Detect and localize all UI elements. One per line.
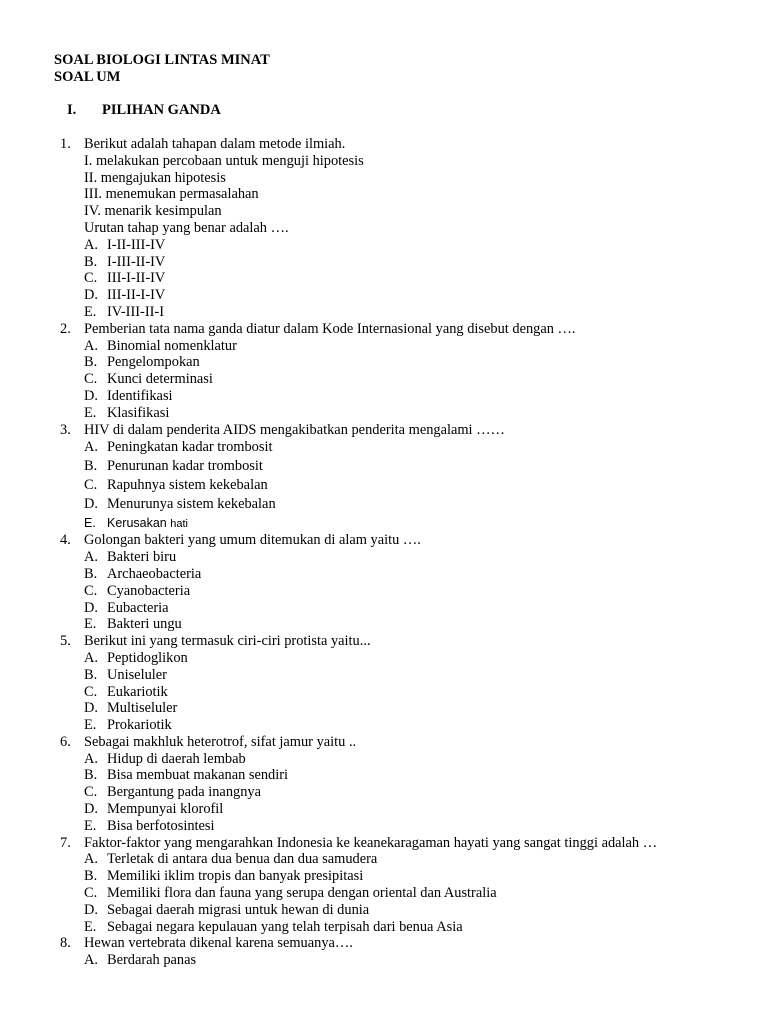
option-text: Peningkatan kadar trombosit <box>107 439 273 456</box>
option-text: Eukariotik <box>107 683 168 700</box>
option-text: Bakteri ungu <box>107 616 182 633</box>
option-text: Klasifikasi <box>107 404 170 421</box>
question-item <box>0 935 768 969</box>
option-text: Penurunan kadar trombosit <box>107 458 263 475</box>
answer-option <box>0 700 768 717</box>
option-text: Sebagai negara kepulauan yang telah terpisah dari benua Asia <box>107 918 463 935</box>
answer-option <box>0 583 768 600</box>
answer-option <box>0 237 768 254</box>
option-text: Cyanobacteria <box>107 582 191 599</box>
option-letter: A. <box>84 750 98 767</box>
question-statement: IV. menarik kesimpulan <box>84 203 222 220</box>
section-heading <box>67 102 221 119</box>
option-text: III-II-I-IV <box>107 287 166 304</box>
question-text: Faktor-faktor yang mengarahkan Indonesia ke keanekaragaman hayati yang sangat tinggi adalah … <box>84 834 658 851</box>
answer-option <box>0 566 768 583</box>
option-letter: C. <box>84 582 98 599</box>
option-letter: A. <box>84 549 98 566</box>
question-item <box>0 532 768 633</box>
option-text: Menurunya sistem kekebalan <box>107 495 276 512</box>
question-number: 8. <box>60 935 71 952</box>
answer-option <box>0 388 768 405</box>
section-title: PILIHAN GANDA <box>102 102 221 118</box>
question-number: 3. <box>60 421 71 438</box>
option-text: I-III-II-IV <box>107 253 166 270</box>
answer-option <box>0 684 768 701</box>
answer-option <box>0 270 768 287</box>
answer-option <box>0 616 768 633</box>
question-text: HIV di dalam penderita AIDS mengakibatkan penderita mengalami …… <box>84 421 505 438</box>
question-statement: I. melakukan percobaan untuk menguji hipotesis <box>84 152 364 169</box>
answer-option <box>0 438 768 457</box>
option-letter: D. <box>84 801 98 818</box>
option-text: Sebagai daerah migrasi untuk hewan di dunia <box>107 901 370 918</box>
option-text: Binomial nomenklatur <box>107 337 237 354</box>
option-letter: B. <box>84 354 98 371</box>
question-number: 5. <box>60 633 71 650</box>
option-text: IV-III-II-I <box>107 303 164 320</box>
question-item <box>0 321 768 422</box>
option-letter: C. <box>84 270 98 287</box>
question-stem <box>0 422 768 439</box>
option-text: Hidup di daerah lembab <box>107 750 246 767</box>
question-stem <box>0 734 768 751</box>
question-statement: II. mengajukan hipotesis <box>84 169 226 186</box>
answer-option <box>0 801 768 818</box>
option-letter: E. <box>84 404 97 421</box>
question-number: 4. <box>60 532 71 549</box>
answer-option <box>0 919 768 936</box>
answer-option <box>0 902 768 919</box>
answer-option <box>0 457 768 476</box>
answer-option <box>0 952 768 969</box>
question-stem <box>0 633 768 650</box>
question-text: Golongan bakteri yang umum ditemukan di alam yaitu …. <box>84 532 421 549</box>
option-letter: A. <box>84 649 98 666</box>
option-letter: E. <box>84 515 96 530</box>
question-item <box>0 734 768 835</box>
option-letter: A. <box>84 439 98 456</box>
question-stem <box>0 935 768 952</box>
option-letter: A. <box>84 337 98 354</box>
option-letter: B. <box>84 458 98 475</box>
question-text: Berikut adalah tahapan dalam metode ilmiah. <box>84 136 346 152</box>
option-text: Uniseluler <box>107 666 167 683</box>
option-letter: E. <box>84 303 97 320</box>
option-text: Mempunyai klorofil <box>107 801 224 818</box>
answer-option <box>0 784 768 801</box>
document-subtitle: SOAL UM <box>54 69 121 85</box>
answer-option <box>0 254 768 271</box>
option-letter: C. <box>84 476 98 493</box>
question-text: Sebagai makhluk heterotrof, sifat jamur yaitu .. <box>84 733 357 750</box>
option-letter: C. <box>84 371 98 388</box>
option-text: III-I-II-IV <box>107 270 166 287</box>
section-number: I. <box>67 102 77 118</box>
option-text: Berdarah panas <box>107 952 197 969</box>
question-number: 1. <box>60 136 71 152</box>
option-text: Kerusakan <box>107 515 167 530</box>
option-letter: C. <box>84 784 98 801</box>
option-letter: E. <box>84 817 97 834</box>
option-letter: E. <box>84 616 97 633</box>
question-statement: III. menemukan permasalahan <box>84 186 259 203</box>
document-title: SOAL BIOLOGI LINTAS MINAT <box>54 52 270 68</box>
answer-option <box>0 304 768 321</box>
question-text: Hewan vertebrata dikenal karena semuanya…. <box>84 935 353 952</box>
answer-option <box>0 818 768 835</box>
answer-option <box>0 751 768 768</box>
question-item <box>0 633 768 734</box>
answer-option <box>0 600 768 617</box>
option-letter: B. <box>84 565 98 582</box>
option-text: Identifikasi <box>107 387 173 404</box>
question-number: 2. <box>60 320 71 337</box>
answer-option <box>0 717 768 734</box>
question-list <box>0 136 768 969</box>
option-text: Bakteri biru <box>107 549 177 566</box>
question-text: Berikut ini yang termasuk ciri-ciri protista yaitu... <box>84 633 371 650</box>
answer-option <box>0 885 768 902</box>
question-statement: Urutan tahap yang benar adalah …. <box>84 219 289 236</box>
option-text: Archaeobacteria <box>107 565 202 582</box>
option-text: Memiliki flora dan fauna yang serupa dengan oriental dan Australia <box>107 885 497 902</box>
option-letter: C. <box>84 885 98 902</box>
option-letter: D. <box>84 495 98 512</box>
question-number: 6. <box>60 733 71 750</box>
question-item <box>0 835 768 936</box>
option-text: Peptidoglikon <box>107 649 188 666</box>
option-letter: B. <box>84 253 98 270</box>
option-text: Pengelompokan <box>107 354 200 371</box>
option-text: Eubacteria <box>107 599 169 616</box>
option-letter: D. <box>84 901 98 918</box>
question-stem <box>0 835 768 852</box>
answer-option <box>0 354 768 371</box>
answer-option <box>0 371 768 388</box>
answer-option <box>0 287 768 304</box>
option-text: Bisa membuat makanan sendiri <box>107 767 289 784</box>
answer-option <box>0 868 768 885</box>
option-letter: A. <box>84 952 98 969</box>
option-text: Multiseluler <box>107 700 178 717</box>
option-letter: C. <box>84 683 98 700</box>
option-letter: D. <box>84 599 98 616</box>
option-letter: D. <box>84 387 98 404</box>
option-letter: A. <box>84 851 98 868</box>
question-item <box>0 422 768 533</box>
option-letter: E. <box>84 918 97 935</box>
answer-option <box>0 549 768 566</box>
answer-option <box>0 851 768 868</box>
question-stem <box>0 532 768 549</box>
option-text-extra: hati <box>170 517 188 530</box>
option-letter: E. <box>84 717 97 734</box>
answer-option <box>0 767 768 784</box>
question-number: 7. <box>60 834 71 851</box>
question-stem <box>0 321 768 338</box>
option-letter: B. <box>84 767 98 784</box>
option-text: Bisa berfotosintesi <box>107 817 215 834</box>
option-text: Bergantung pada inangnya <box>107 784 261 801</box>
option-letter: D. <box>84 700 98 717</box>
option-text: I-II-III-IV <box>107 236 166 253</box>
option-text: Memiliki iklim tropis dan banyak presipitasi <box>107 868 364 885</box>
question-text: Pemberian tata nama ganda diatur dalam Kode Internasional yang disebut dengan …. <box>84 320 576 337</box>
answer-option <box>0 495 768 514</box>
option-letter: B. <box>84 666 98 683</box>
option-letter: B. <box>84 868 98 885</box>
question-item <box>0 136 768 321</box>
option-text: Rapuhnya sistem kekebalan <box>107 476 268 493</box>
answer-option <box>0 338 768 355</box>
answer-option <box>0 476 768 495</box>
answer-option <box>0 405 768 422</box>
option-text: Prokariotik <box>107 717 172 734</box>
option-text: Terletak di antara dua benua dan dua samudera <box>107 851 378 868</box>
option-letter: A. <box>84 236 98 253</box>
answer-option <box>0 667 768 684</box>
option-text: Kunci determinasi <box>107 371 213 388</box>
answer-option <box>0 514 768 533</box>
option-letter: D. <box>84 287 98 304</box>
question-stem <box>0 136 768 153</box>
answer-option <box>0 650 768 667</box>
